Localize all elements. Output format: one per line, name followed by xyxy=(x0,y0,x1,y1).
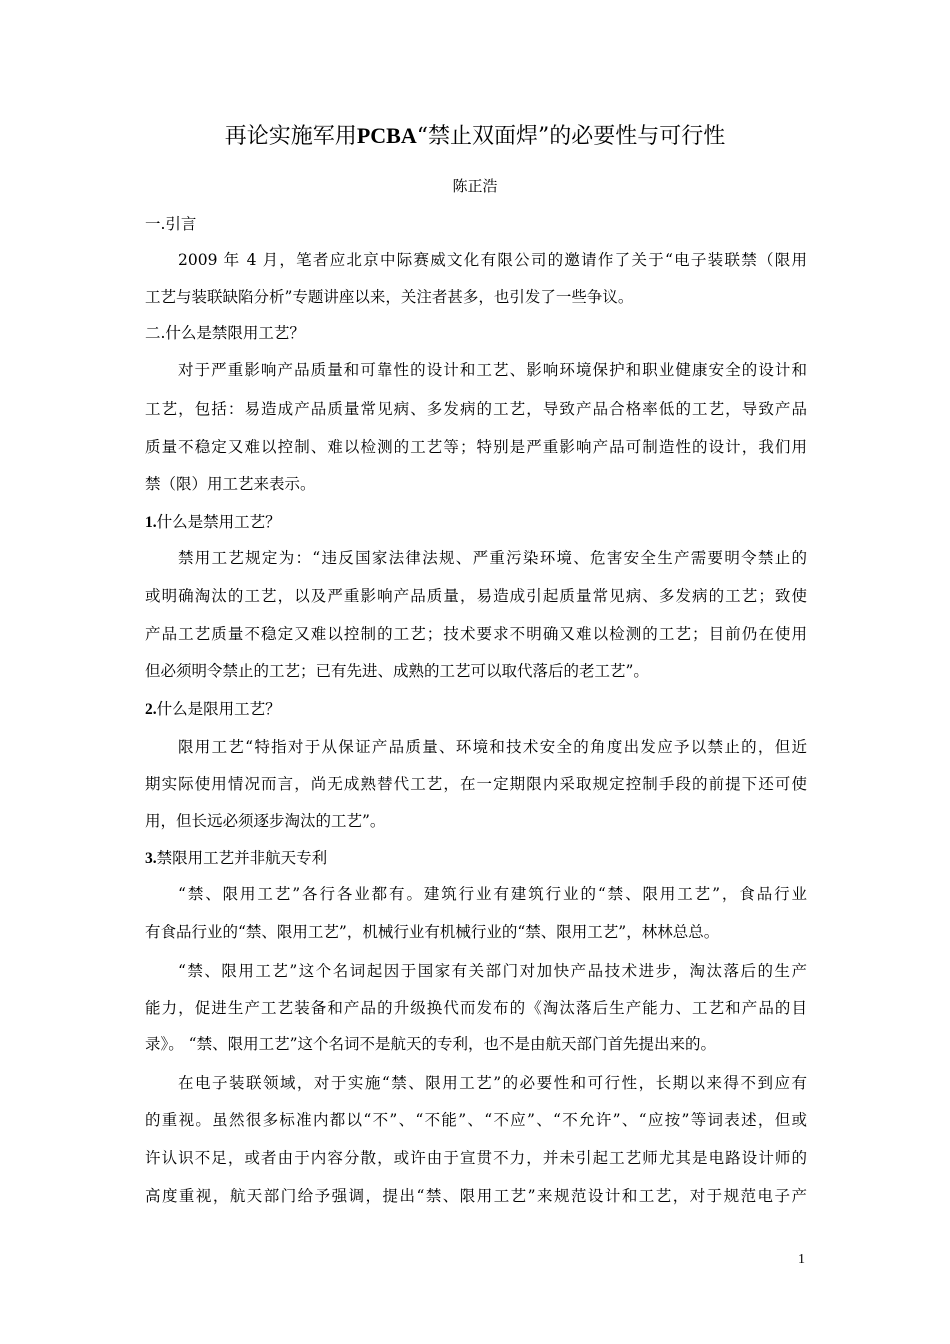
paragraph-line: 或明确淘汰的工艺，以及严重影响产品质量，易造成引起质量常见病、多发病的工艺；致使 xyxy=(145,587,807,605)
paragraph-line: 产品工艺质量不稳定又难以控制的工艺；技术要求不明确又难以检测的工艺；目前仍在使用 xyxy=(145,625,807,643)
paragraph-line: 高度重视，航天部门给予强调，提出“禁、限用工艺”来规范设计和工艺，对于规范电子产 xyxy=(145,1187,807,1205)
paragraph-line: 在电子装联领域，对于实施“禁、限用工艺”的必要性和可行性，长期以来得不到应有 xyxy=(178,1074,807,1092)
paragraph-line: 禁用工艺规定为：“违反国家法律法规、严重污染环境、危害安全生产需要明令禁止的 xyxy=(178,549,807,567)
subsection-number: 3. xyxy=(145,850,157,867)
paragraph-line: 但必须明令禁止的工艺；已有先进、成熟的工艺可以取代落后的老工艺”。 xyxy=(145,662,649,680)
title-suffix: “禁止双面焊”的必要性与可行性 xyxy=(416,124,726,149)
paragraph-line: 用，但长远必须逐步淘汰的工艺”。 xyxy=(145,812,386,830)
subsection-number: 1. xyxy=(145,514,157,531)
paragraph-line: 期实际使用情况而言，尚无成熟替代工艺，在一定期限内采取规定控制手段的前提下还可使 xyxy=(145,775,807,793)
paragraph-line: 限用工艺“特指对于从保证产品质量、环境和技术安全的角度出发应予以禁止的，但近 xyxy=(178,738,807,756)
paragraph-line: 工艺，包括：易造成产品质量常见病、多发病的工艺，导致产品合格率低的工艺，导致产品 xyxy=(145,400,807,418)
document-title xyxy=(0,118,950,155)
paragraph-line: 对于严重影响产品质量和可靠性的设计和工艺、影响环境保护和职业健康安全的设计和 xyxy=(178,361,807,379)
paragraph-line: 禁（限）用工艺来表示。 xyxy=(145,475,316,493)
paragraph-line: “禁、限用工艺”这个名词起因于国家有关部门对加快产品技术进步，淘汰落后的生产 xyxy=(178,962,807,980)
paragraph-line: 能力，促进生产工艺装备和产品的升级换代而发布的《淘汰落后生产能力、工艺和产品的目 xyxy=(145,999,807,1017)
subsection-heading-restricted xyxy=(145,697,807,722)
author-name: 陈正浩 xyxy=(452,177,498,195)
subsection-title: 什么是限用工艺？ xyxy=(156,700,281,718)
subsection-heading-not-aerospace xyxy=(145,846,807,871)
paragraph-line: “禁、限用工艺”各行各业都有。建筑行业有建筑行业的“禁、限用工艺”，食品行业 xyxy=(178,885,807,903)
paragraph-line: 录》。 “禁、限用工艺”这个名词不是航天的专利，也不是由航天部门首先提出来的。 xyxy=(145,1035,717,1053)
title-bold: PCBA xyxy=(356,123,417,148)
section-heading-definition: 二.什么是禁限用工艺？ xyxy=(145,324,305,342)
section-heading-intro: 一.引言 xyxy=(145,215,197,233)
paragraph-line: 有食品行业的“禁、限用工艺”，机械行业有机械行业的“禁、限用工艺”，林林总总。 xyxy=(145,923,720,941)
subsection-title: 什么是禁用工艺？ xyxy=(156,513,281,531)
paragraph-line: 2009 年 4 月，笔者应北京中际赛威文化有限公司的邀请作了关于“电子装联禁（限用 xyxy=(178,251,807,269)
subsection-number: 2. xyxy=(145,701,157,718)
paragraph-line: 许认识不足，或者由于内容分散，或许由于宣贯不力，并未引起工艺师尤其是电路设计师的 xyxy=(145,1149,807,1167)
title-prefix: 再论实施军用 xyxy=(224,124,357,149)
subsection-heading-banned xyxy=(145,510,807,535)
paragraph-line: 工艺与装联缺陷分析”专题讲座以来，关注者甚多，也引发了一些争议。 xyxy=(145,288,634,306)
paragraph-line: 的重视。虽然很多标准内都以“不”、“不能”、“不应”、“不允许”、“应按”等词表述，但或 xyxy=(145,1111,807,1129)
paragraph-line: 质量不稳定又难以控制、难以检测的工艺等；特别是严重影响产品可制造性的设计，我们用 xyxy=(145,438,807,456)
subsection-title: 禁限用工艺并非航天专利 xyxy=(156,849,328,867)
page-number: 1 xyxy=(798,1252,805,1267)
